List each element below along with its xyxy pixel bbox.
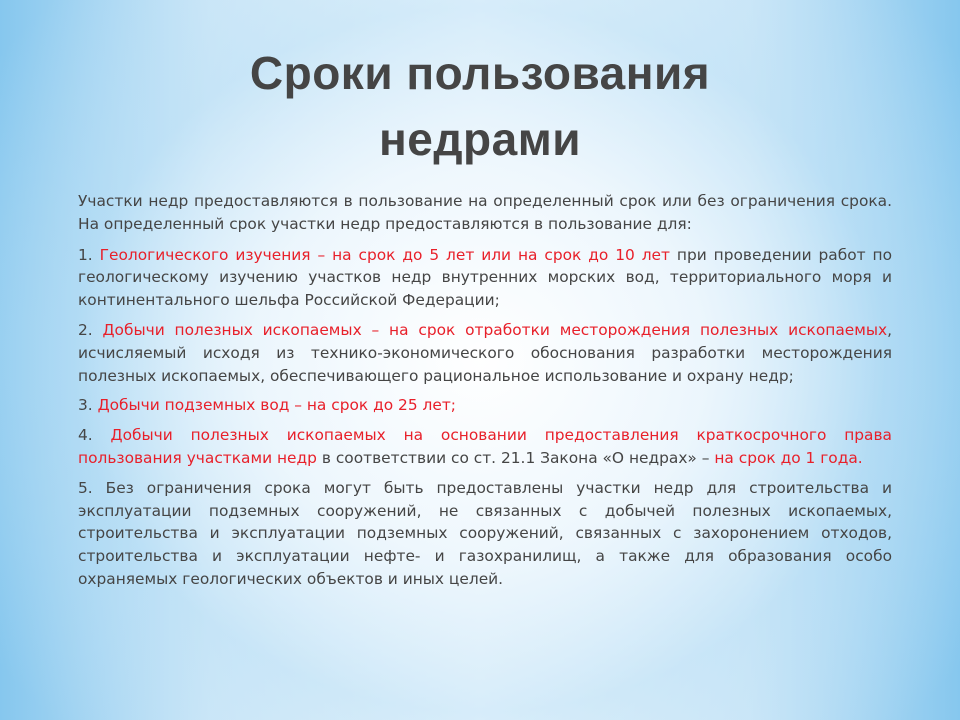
item-number: 2. (78, 320, 93, 339)
intro-paragraph: Участки недр предоставляются в пользование на определенный срок или без ограничения срока. На определенный срок участки недр предоставляются в пользование для: (78, 192, 892, 233)
list-item-4 (78, 424, 892, 470)
title-line-2: недрами (378, 113, 582, 165)
item-highlight-term: на срок до 1 года. (714, 448, 863, 467)
item-highlight: Добычи полезных ископаемых на основании предоставления краткосрочного права пользования участками недр (78, 426, 892, 467)
item-highlight: Геологического изучения – на срок до 5 лет или на срок до 10 лет (99, 245, 670, 264)
list-item-2 (78, 319, 892, 387)
list-item-5 (78, 477, 892, 591)
item-number: 3. (78, 396, 93, 415)
item-number: 5. (78, 478, 93, 497)
item-highlight: Добычи полезных ископаемых – на срок отработки месторождения полезных ископаемых (102, 320, 888, 339)
slide-body (78, 190, 892, 598)
item-text: в соответствии со ст. 21.1 Закона «О недрах» – (321, 448, 710, 467)
title-line-1: Сроки пользования (249, 47, 711, 99)
item-number: 1. (78, 245, 93, 264)
item-text: Без ограничения срока могут быть предоставлены участки недр для строительства и эксплуатации подземных сооружений, не связанных с добычей полезных ископаемых, строительства и эксплуатации подземных сооружений, связанных с захоронением отходов, строительства и эксплуатации нефте- и газохранилищ, а также для образования особо охраняемых геологических объектов и иных целей. (78, 478, 892, 588)
item-number: 4. (78, 426, 93, 445)
item-text: , исчисляемый исходя из технико-экономического обоснования разработки месторождения полезных ископаемых, обеспечивающего рациональное использование и охрану недр; (78, 320, 892, 385)
item-highlight: Добычи подземных вод – на срок до 25 лет; (97, 396, 456, 415)
item-text: при проведении работ по геологическому изучению участков недр внутренних морских вод, территориального моря и континентального шельфа Российской Федерации; (78, 245, 892, 310)
list-item-3 (78, 394, 892, 417)
list-item-1 (78, 244, 892, 312)
slide-title (120, 40, 840, 172)
